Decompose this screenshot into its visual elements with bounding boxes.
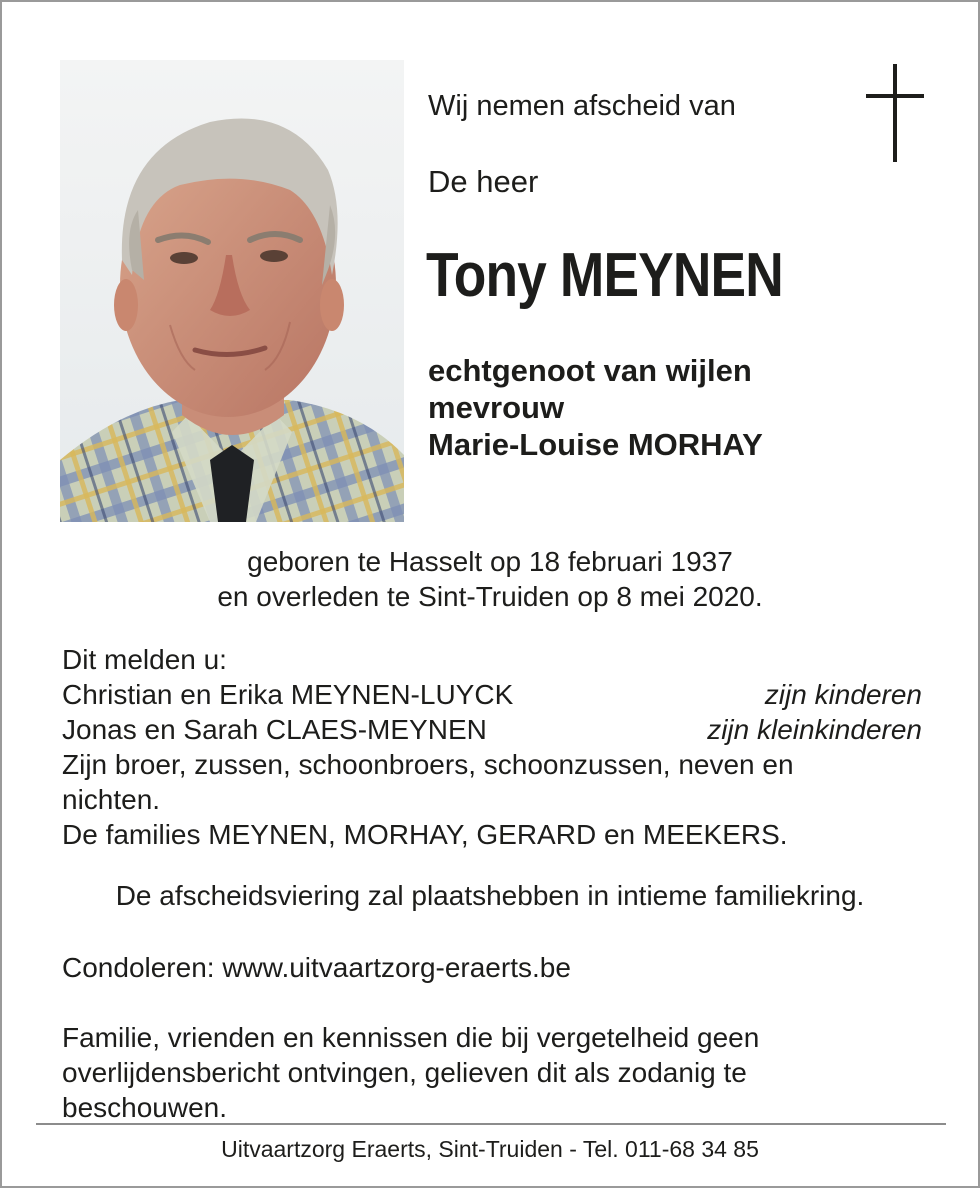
cross-icon <box>866 64 924 162</box>
spouse-line: mevrouw <box>428 390 565 425</box>
death-line: en overleden te Sint-Truiden op 8 mei 2020. <box>217 581 763 612</box>
relative-names: Christian en Erika MEYNEN-LUYCK <box>62 679 514 710</box>
notice-line: overlijdensbericht ontvingen, gelieven dit als zodanig te <box>62 1057 747 1088</box>
spouse-line: echtgenoot van wijlen <box>428 353 752 388</box>
relative-names: Jonas en Sarah CLAES-MEYNEN <box>62 714 487 745</box>
announcement-intro: Dit melden u: <box>62 644 227 675</box>
portrait-photo <box>60 60 404 522</box>
notice-line: Familie, vrienden en kennissen die bij vergetelheid geen <box>62 1022 760 1053</box>
relative-role: zijn kleinkinderen <box>707 714 922 745</box>
notice-line: beschouwen. <box>62 1092 228 1123</box>
relative-row <box>62 677 922 712</box>
deceased-name: Tony MEYNEN <box>426 241 783 310</box>
relative-role: zijn kinderen <box>764 679 922 710</box>
condolence-line: Condoleren: www.uitvaartzorg-eraerts.be <box>62 952 571 983</box>
spouse-name: Marie-Louise MORHAY <box>428 427 763 462</box>
notice-block <box>62 1020 922 1125</box>
other-relatives: Zijn broer, zussen, schoonbroers, schoonzussen, neven en <box>62 749 794 780</box>
families-line: De families MEYNEN, MORHAY, GERARD en MEEKERS. <box>62 819 788 850</box>
birth-line: geboren te Hasselt op 18 februari 1937 <box>247 546 733 577</box>
spouse-block <box>428 352 763 463</box>
intro-text: Wij nemen afscheid van <box>428 90 736 122</box>
honorific: De heer <box>428 164 539 199</box>
funeral-home-footer: Uitvaartzorg Eraerts, Sint-Truiden - Tel. 011-68 34 85 <box>221 1136 759 1162</box>
ceremony-text: De afscheidsviering zal plaatshebben in intieme familiekring. <box>115 880 865 911</box>
announcement-block <box>62 642 922 852</box>
other-relatives-cont: nichten. <box>62 784 161 815</box>
relative-row <box>62 712 922 747</box>
life-dates <box>2 544 978 614</box>
footer-divider <box>36 1123 946 1125</box>
